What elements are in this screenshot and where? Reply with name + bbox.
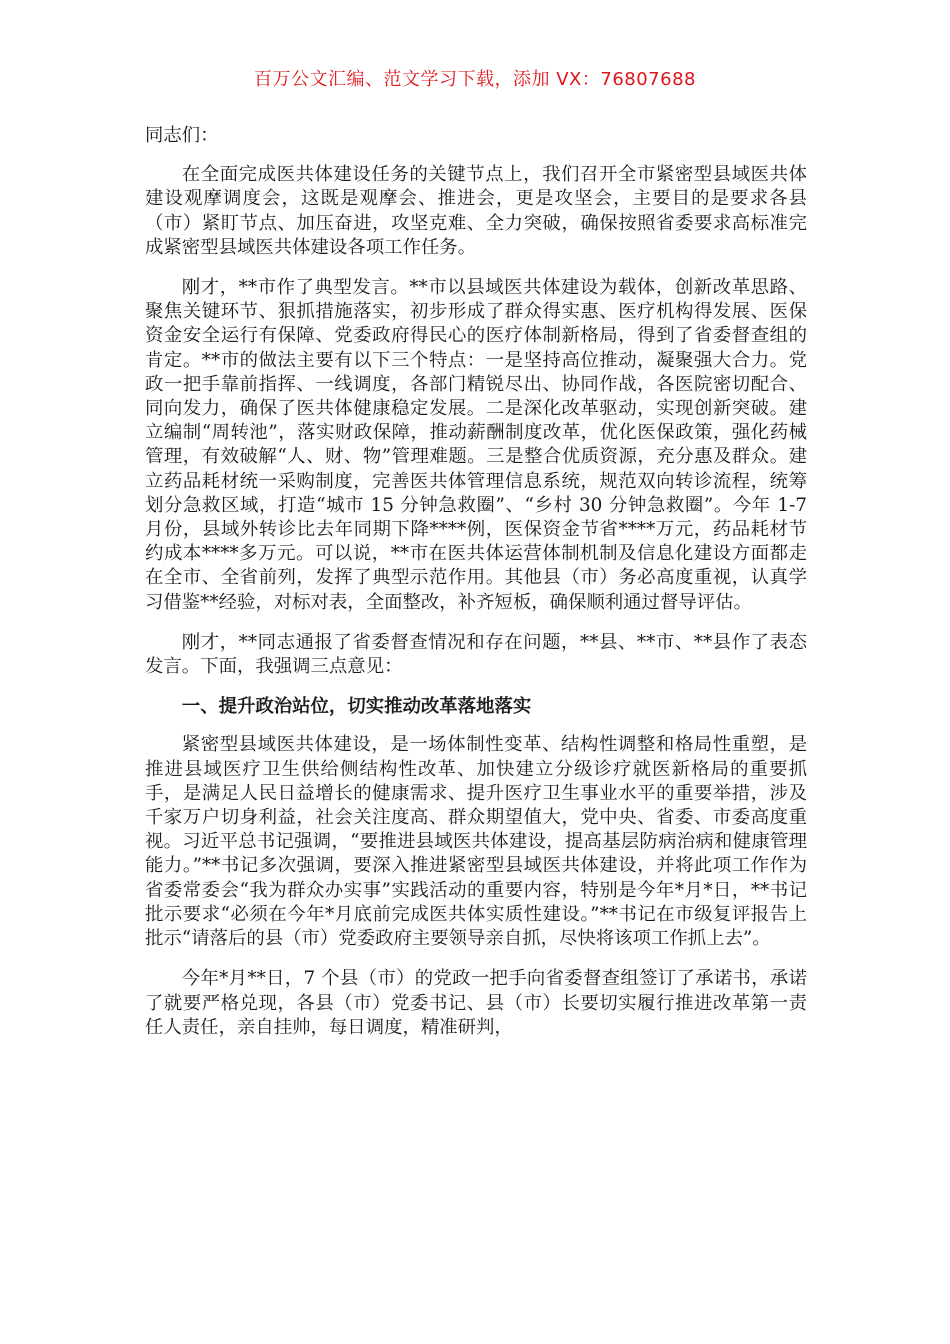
- paragraph-5: 今年*月**日，7 个县（市）的党政一把手向省委督查组签订了承诺书，承诺了就要严格兑现，各县（市）党委书记、县（市）长要切实履行推进改革第一责任人责任，亲自挂帅，每日调度，精准研判，: [145, 968, 807, 1038]
- paragraph-1: 在全面完成医共体建设任务的关键节点上，我们召开全市紧密型县域医共体建设观摩调度会，这既是观摩会、推进会，更是攻坚会，主要目的是要求各县（市）紧盯节点、加压奋进，攻坚克难、全力突破，确保按照省委要求高标准完成紧密型县域医共体建设各项工作任务。: [145, 164, 807, 258]
- document-body: [145, 124, 807, 1056]
- paragraph-4: 紧密型县域医共体建设，是一场体制性变革、结构性调整和格局性重塑，是推进县域医疗卫生供给侧结构性改革、加快建立分级诊疗就医新格局的重要抓手，是满足人民日益增长的健康需求、提升医疗卫生事业水平的重要举措，涉及千家万户切身利益，社会关注度高、群众期望值大，党中央、省委、市委高度重视。习近平总书记强调，“要推进县域医共体建设，提高基层防病治病和健康管理能力。”**书记多次强调，要深入推进紧密型县域医共体建设，并将此项工作作为省委常委会“我为群众办实事”实践活动的重要内容，特别是今年*月*日，**书记批示要求“必须在今年*月底前完成医共体实质性建设。”**书记在市级复评报告上批示“请落后的县（市）党委政府主要领导亲自抓，尽快将该项工作抓上去”。: [145, 734, 807, 950]
- paragraph-2: 刚才，**市作了典型发言。**市以县域医共体建设为载体，创新改革思路、聚焦关键环节、狠抓措施落实，初步形成了群众得实惠、医疗机构得发展、医保资金安全运行有保障、党委政府得民心的医疗体制新格局，得到了省委督查组的肯定。**市的做法主要有以下三个特点：一是坚持高位推动，凝聚强大合力。党政一把手靠前指挥、一线调度，各部门精锐尽出、协同作战，各医院密切配合、同向发力，确保了医共体健康稳定发展。二是深化改革驱动，实现创新突破。建立编制“周转池”，落实财政保障，推动薪酬制度改革，优化医保政策，强化药械管理，有效破解“人、财、物”管理难题。三是整合优质资源，充分惠及群众。建立药品耗材统一采购制度，完善医共体管理信息系统，规范双向转诊流程，统筹划分急救区域，打造“城市 15 分钟急救圈”、“乡村 30 分钟急救圈”。今年 1-7 月份，县域外转诊比去年同期下降****例，医保资金节省****万元，药品耗材节约成本****多万元。可以说，**市在医共体运营体制机制及信息化建设方面都走在全市、全省前列，发挥了典型示范作用。其他县（市）务必高度重视，认真学习借鉴**经验，对标对表，全面整改，补齐短板，确保顺利通过督导评估。: [145, 277, 807, 613]
- section-heading-1: 一、提升政治站位，切实推动改革落地落实: [181, 696, 532, 718]
- header-banner: 百万公文汇编、范文学习下载，添加 VX：76807688: [254, 69, 696, 90]
- salutation: 同志们：: [145, 125, 219, 146]
- paragraph-3: 刚才，**同志通报了省委督查情况和存在问题，**县、**市、**县作了表态发言。下面，我强调三点意见：: [145, 631, 807, 678]
